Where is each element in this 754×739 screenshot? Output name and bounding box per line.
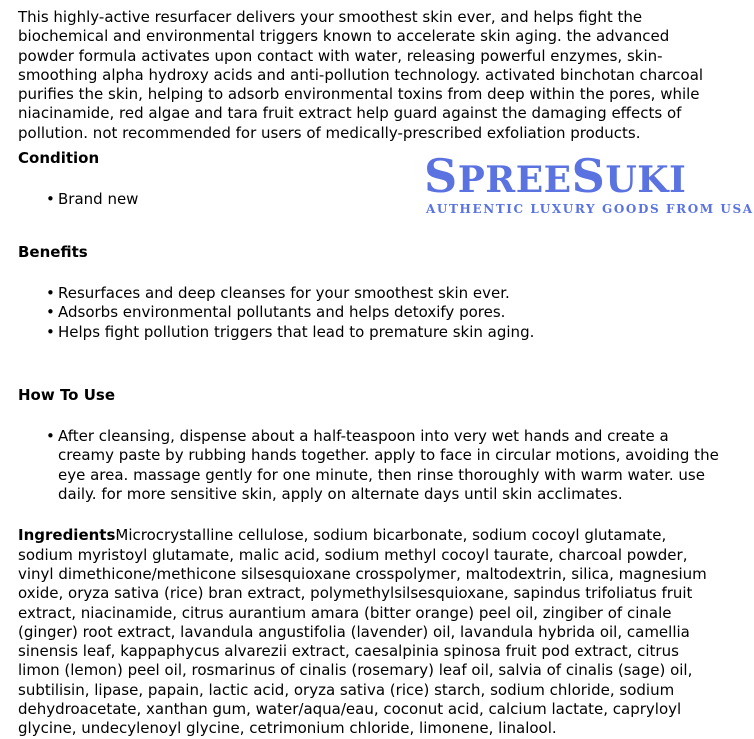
list-item: • Helps fight pollution triggers that lead to premature skin aging. xyxy=(46,322,535,341)
spreesuki-logo xyxy=(424,148,754,220)
how-to-use-list xyxy=(18,427,720,504)
how-to-use-heading: How To Use xyxy=(18,385,115,404)
logo-tagline: AUTHENTIC LUXURY GOODS FROM USA xyxy=(426,202,754,216)
ingredients-heading: Ingredients xyxy=(18,526,116,545)
ingredients-text: Microcrystalline cellulose, sodium bicarbonate, sodium cocoyl glutamate, sodium myristoyl glutamate, malic acid, sodium methyl cocoyl taurate, charcoal powder, vinyl dimethicone/methicone silsesquioxane crosspolymer, maltodextrin, silica, magnesium oxide, oryza sativa (rice) bran extract, polymethylsilsesquioxane, sapindus trifoliatus fruit extract, niacinamide, citrus aurantium amara (bitter orange) peel oil, zingiber of cinale (ginger) root extract, lavandula angustifolia (lavender) oil, lavandula hybrida oil, camellia sinensis leaf, kappaphycus alvarezii extract, caesalpinia spinosa fruit pod extract, citrus limon (lemon) peel oil, rosmarinus of cinalis (rosemary) leaf oil, salvia of cinalis (sage) oil, subtilisin, lipase, papain, lactic acid, oryza sativa (rice) starch, sodium chloride, sodium dehydroacetate, xanthan gum, water/aqua/eau, coconut acid, calcium lactate, capryloyl glycine, undecylenoyl glycine, cetrimonium chloride, limonene, linalool. xyxy=(18,526,707,738)
product-description xyxy=(18,8,720,739)
list-item: • Brand new xyxy=(46,190,139,209)
condition-heading: Condition xyxy=(18,149,100,168)
list-item: • Resurfaces and deep cleanses for your smoothest skin ever. xyxy=(46,283,510,302)
benefits-heading: Benefits xyxy=(18,242,88,261)
benefits-list xyxy=(18,284,720,342)
list-item: • After cleansing, dispense about a half-teaspoon into very wet hands and create a creamy paste by rubbing hands together. apply to face in circular motions, avoiding the eye area. massage gently for one minute, then rinse thoroughly with warm water. use daily. for more sensitive skin, apply on alternate days until skin acclimates. xyxy=(46,427,719,504)
ingredients-paragraph xyxy=(18,526,720,738)
product-intro: This highly-active resurfacer delivers your smoothest skin ever, and helps fight the biochemical and environmental triggers known to accelerate skin aging. the advanced powder formula activates upon contact with water, releasing powerful enzymes, skin-smoothing alpha hydroxy acids and anti-pollution technology. activated binchotan charcoal purifies the skin, helping to adsorb environmental toxins from deep within the pores, while niacinamide, red algae and tara fruit extract help guard against the damaging effects of pollution. not recommended for users of medically-prescribed exfoliation products. xyxy=(18,8,704,142)
logo-wordmark: SPREESUKI xyxy=(424,149,687,203)
list-item: • Adsorbs environmental pollutants and helps detoxify pores. xyxy=(46,303,506,322)
